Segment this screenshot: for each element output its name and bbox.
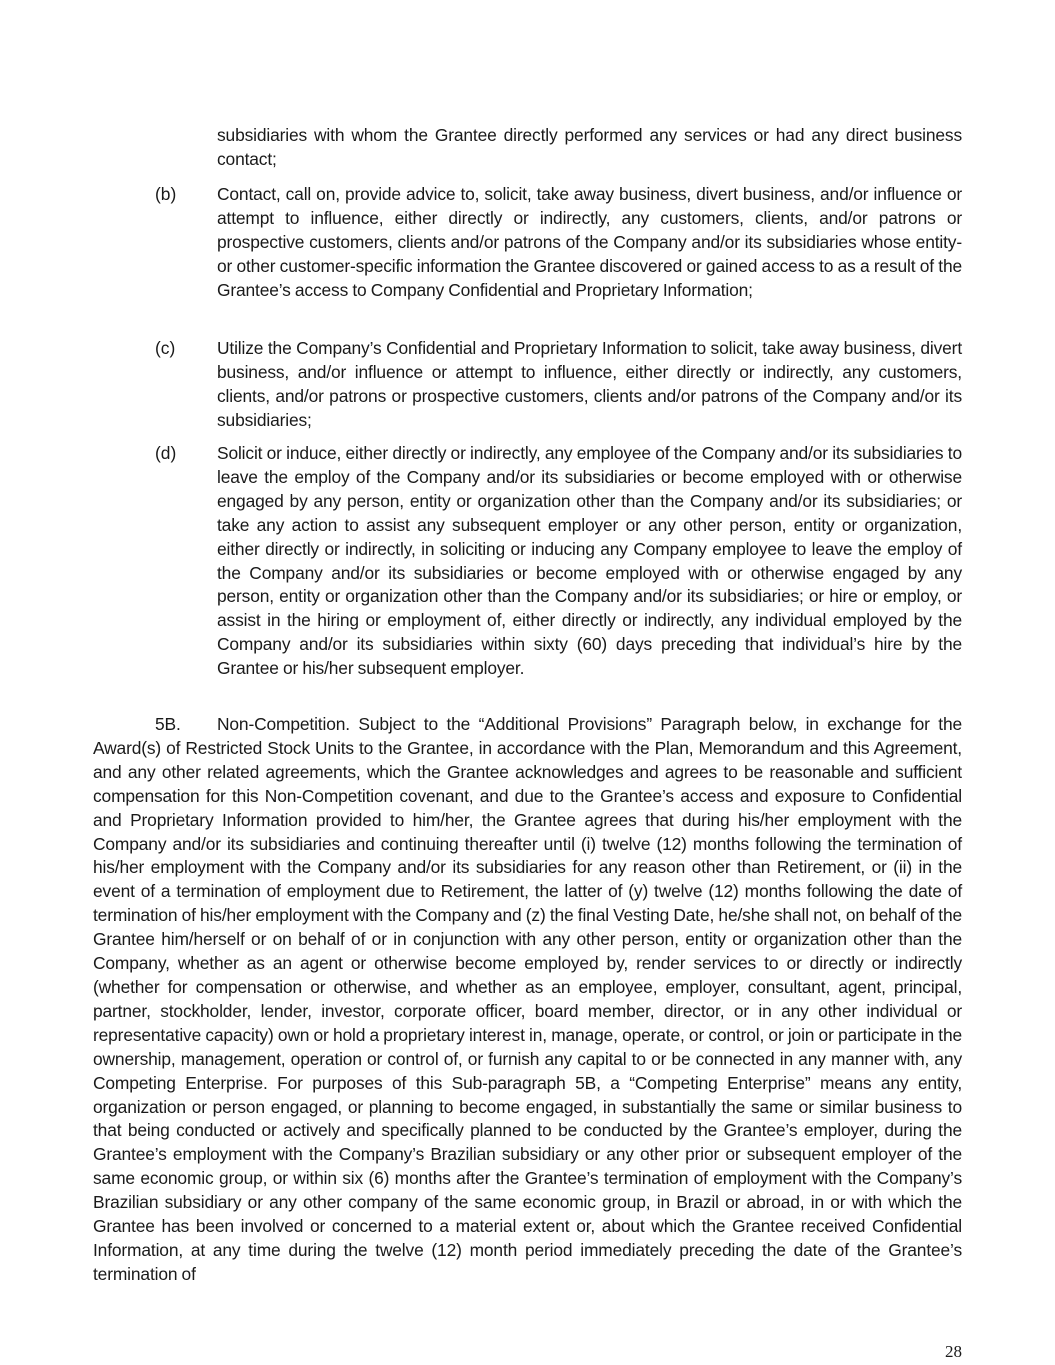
item-marker-b: (b) (155, 184, 177, 204)
item-text-b: Contact, call on, provide advice to, solicit, take away business, divert business, and/or influence or attempt to influence, either directly or indirectly, any customers, clients, and/or patrons or prospective customers, clients and/or patrons of the Company and/or its subsidiaries whose entity- or other customer-specific information the Grantee discovered or gained access to as a result of the Grantee’s access to Company Confidential and Proprietary Information; (217, 184, 962, 300)
item-marker-d: (d) (155, 443, 177, 463)
section-text: Non-Competition. Subject to the “Additional Provisions” Paragraph below, in exchange for the Award(s) of Restricted Stock Units to the Grantee, in accordance with the Plan, Memorandum and this Agreement, and any other related agreements, which the Grantee acknowledges and agrees to be reasonable and sufficient compensation for this Non-Competition covenant, and due to the Grantee’s access and exposure to Confidential and Proprietary Information provided to him/her, the Grantee agrees that during his/her employment with the Company and/or its subsidiaries and continuing thereafter until (i) twelve (12) months following the termination of his/her employment with the Company and/or its subsidiaries for any reason other than Retirement, or (ii) in the event of a termination of employment due to Retirement, the latter of (y) twelve (12) months following the date of termination of his/her employment with the Company and (z) the final Vesting Date, he/she shall not, on behalf of the Grantee him/herself or on behalf of or in conjunction with any other person, entity or organization other than the Company, whether as an agent or otherwise become employed by, render services to or directly or indirectly (whether for compensation or otherwise, and whether as an employee, employer, consultant, agent, principal, partner, stockholder, lender, investor, corporate officer, board member, director, or in any other individual or representative capacity) own or hold a proprietary interest in, manage, operate, or control, or join or participate in the ownership, management, operation or control of, or furnish any capital to or be connected in any manner with, any Competing Enterprise. For purposes of this Sub-paragraph 5B, a “Competing Enterprise” means any entity, organization or person engaged, or planning to become engaged, in substantially the same or similar business to that being conducted or actively and specifically planned to be conducted by the Grantee’s employer, during the Grantee’s employment with the Company’s Brazilian subsidiary or any other prior or subsequent employer of the same economic group, or within six (6) months after the Grantee’s termination of employment with the Company’s Brazilian subsidiary or any other company of the same economic group, in Brazil or abroad, in or with which the Grantee has been involved or concerned to a material extent or, about which the Grantee received Confidential Information, at any time during the twelve (12) month period immediately preceding the date of the Grantee’s termination of (93, 714, 962, 1284)
item-marker-c: (c) (155, 338, 176, 358)
page-number: 28 (945, 1342, 962, 1361)
item-text-d: Solicit or induce, either directly or indirectly, any employee of the Company and/or its subsidiaries to leave the employ of the Company and/or its subsidiaries or become employed with or otherwise engaged by any person, entity or organization other than the Company and/or its subsidiaries; or take any action to assist any subsequent employer or any other person, entity or organization, either directly or indirectly, in soliciting or inducing any Company employee to leave the employ of the Company and/or its subsidiaries or become employed with or otherwise engaged by any person, entity or organization other than the Company and/or its subsidiaries; or hire or employ, or assist in the hiring or employment of, either directly or indirectly, any individual employed by the Company and/or its subsidiaries within sixty (60) days preceding that individual’s hire by the Grantee or his/her subsequent employer. (217, 443, 962, 679)
section-5b-paragraph (93, 713, 962, 1287)
continuation-paragraph: subsidiaries with whom the Grantee directly performed any services or had any direct business contact; (217, 125, 962, 169)
section-number: 5B. (155, 714, 181, 734)
item-text-c: Utilize the Company’s Confidential and Proprietary Information to solicit, take away business, divert business, and/or influence or attempt to influence, either directly or indirectly, any customers, clients, and/or patrons or prospective customers, clients and/or patrons of the Company and/or its subsidiaries; (217, 338, 962, 430)
